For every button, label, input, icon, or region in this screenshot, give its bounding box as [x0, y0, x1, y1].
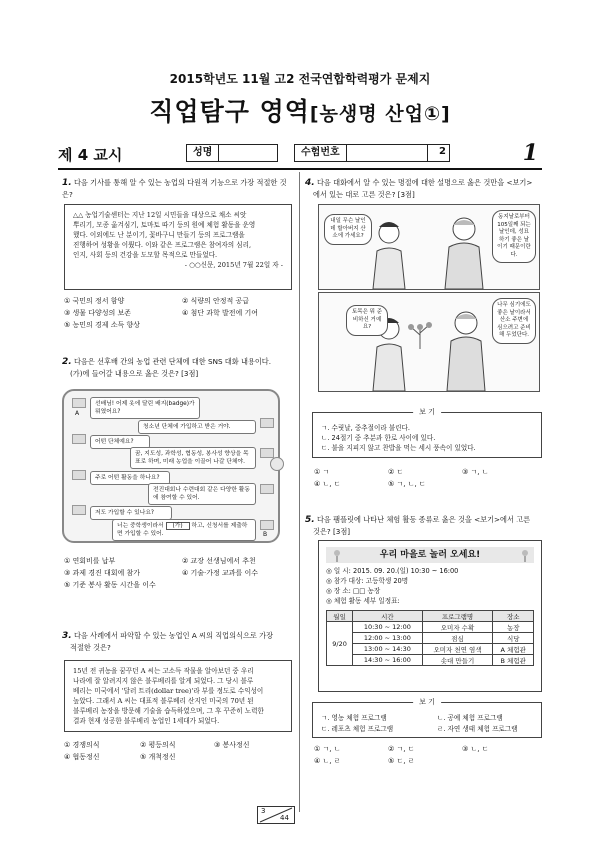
q1-line: △△ 농업기술센터는 지난 12일 시민들을 대상으로 채소 씨앗 — [73, 211, 247, 219]
chat-bubble-b3: 전진대회나 수련대회 같은 다양한 활동에 참여할 수 있어. — [148, 483, 256, 505]
header-row — [58, 142, 542, 164]
title-main: 직업탐구 영역 — [149, 97, 310, 126]
pamphlet-banner: 우리 마을로 놀러 오세요! — [326, 547, 534, 563]
speech-bubble-1a: 내일 무슨 날인데 할아버지 산소에 가세요? — [324, 214, 372, 245]
table-row — [327, 644, 534, 655]
q3-line: 나라에 잘 알려지지 않은 블루베리를 알게 되었다. 그 당시 블루 — [73, 677, 254, 685]
info-line: ◎ 참가 대상: 고등학생 20명 — [326, 577, 409, 585]
q1-option-4[interactable]: ④ 첨단 과학 발전에 기여 — [182, 309, 259, 317]
header-rule — [58, 168, 542, 170]
q5-bogi-title: 보 기 — [413, 697, 441, 707]
pamphlet-info — [326, 566, 458, 606]
exam-number-label: 수험번호 — [295, 145, 347, 161]
q4-option-4[interactable]: ④ ㄴ, ㄷ — [314, 480, 341, 488]
avatar-a — [72, 470, 86, 480]
q5-bogi-item: ㄹ. 자연 생태 체험 프로그램 — [437, 725, 518, 733]
q4-option-3[interactable]: ③ ㄱ, ㄴ — [462, 468, 489, 476]
q1-line: 진행하여 성황을 이뤘다. 이와 같은 프로그램은 참여자의 심리, — [73, 241, 252, 249]
q4-bogi-item: ㄴ. 24절기 중 추분과 한로 사이에 있다. — [321, 434, 436, 442]
cell-time: 10:30 ~ 12:00 — [353, 622, 422, 633]
chat-bubble-b4 — [112, 519, 256, 541]
q2-number: 2. — [62, 357, 72, 367]
period-label: 제 4 교시 — [58, 146, 123, 164]
chat-bubble-b2: 꿈, 지도성, 과학성, 협동성, 봉사성 향상을 목표로 하며, 미래 농업을 이끌어 나갈 단체야. — [130, 447, 256, 469]
q5-option-4[interactable]: ④ ㄴ, ㄹ — [314, 757, 341, 765]
q4-option-1[interactable]: ① ㄱ — [314, 468, 330, 476]
chat-bubble-a2: 어떤 단체예요? — [90, 435, 150, 449]
cell-program: 점심 — [422, 633, 493, 644]
q5-text-2: 것은? [3점] — [313, 527, 351, 536]
q2-option-2[interactable]: ② 교장 선생님에서 추천 — [182, 557, 256, 565]
q3-line: 15년 전 귀농을 꿈꾸던 A 씨는 고소득 작물을 알아보던 중 우리 — [73, 667, 254, 675]
q3-text-1: 다음 사례에서 파악할 수 있는 농업인 A 씨의 직업의식으로 가장 — [73, 631, 274, 640]
column-divider — [299, 172, 300, 812]
q2-stem — [62, 356, 298, 379]
exam-number-box[interactable] — [294, 144, 450, 162]
q5-bogi-item: ㄱ. 영농 체험 프로그램 — [321, 714, 387, 722]
q5-option-5[interactable]: ⑤ ㄷ, ㄹ — [388, 757, 415, 765]
q1-option-1[interactable]: ① 국민의 정서 함양 — [64, 297, 125, 305]
q5-bogi-row — [321, 724, 533, 735]
avatar-a — [72, 505, 86, 515]
cell-place: 농장 — [493, 622, 534, 633]
avatar-a-label: A — [75, 410, 80, 417]
exam-number-divider — [427, 145, 428, 161]
q2-option-5[interactable]: ⑤ 기준 봉사 활동 시간을 이수 — [64, 581, 156, 589]
q1-text: 다음 기사를 통해 알 수 있는 농업의 다원적 기능으로 가장 적절한 것은? — [62, 178, 287, 199]
q4-bogi-title: 보 기 — [413, 407, 441, 417]
q5-bogi-item: ㄴ. 공예 체험 프로그램 — [437, 714, 503, 722]
page-title — [0, 92, 600, 128]
q3-option-1[interactable]: ① 경쟁의식 — [64, 741, 100, 749]
exam-number-digit: 2 — [439, 146, 446, 157]
q5-bogi — [312, 698, 542, 738]
header-place: 장소 — [493, 611, 534, 622]
q3-option-2[interactable]: ② 평등의식 — [140, 741, 176, 749]
b4-post: 하고, 신청서를 제출하면 가입할 수 있어. — [117, 523, 248, 537]
q1-stem — [62, 177, 294, 200]
cell-time: 12:00 ~ 13:00 — [353, 633, 422, 644]
avatar-b — [260, 418, 274, 428]
speech-bubble-2b: 나무 심기에도 좋은 날이라서 산소 주변에 심으려고 준비해 두었단다. — [492, 298, 536, 344]
table-row — [327, 622, 534, 633]
q5-option-1[interactable]: ① ㄱ, ㄴ — [314, 745, 341, 753]
current-page: 3 — [261, 807, 266, 815]
q2-option-1[interactable]: ① 연회비를 납부 — [64, 557, 116, 565]
q5-number: 5. — [305, 515, 315, 525]
header-program: 프로그램명 — [422, 611, 493, 622]
q2-option-3[interactable]: ③ 과제 경진 대회에 참가 — [64, 569, 141, 577]
cell-time: 14:30 ~ 16:00 — [353, 655, 422, 666]
q3-line: 높았다. 그래서 A 씨는 대표적 블루베리 산지인 미국의 70년 된 — [73, 697, 254, 705]
q2-option-4[interactable]: ④ 기술·가정 교과를 이수 — [182, 569, 259, 577]
q5-option-3[interactable]: ③ ㄴ, ㄷ — [462, 745, 489, 753]
q3-number: 3. — [62, 631, 72, 641]
header-time: 시간 — [353, 611, 422, 622]
avatar-b-label: B — [263, 531, 268, 538]
cell-program: 오미자 천연 염색 — [422, 644, 493, 655]
header-date: 월일 — [327, 611, 353, 622]
info-line: ◎ 일 시: 2015. 09. 20.(일) 10:30 ~ 16:00 — [326, 567, 459, 575]
q1-option-3[interactable]: ③ 생물 다양성의 보존 — [64, 309, 132, 317]
grandfather-figure — [431, 305, 501, 391]
phone-home-button — [270, 457, 284, 471]
total-pages: 44 — [280, 814, 289, 822]
q5-bogi-item: ㄷ. 레포츠 체험 프로그램 — [321, 725, 394, 733]
q3-text-2: 적절한 것은? — [70, 643, 111, 652]
grandfather-figure — [429, 213, 499, 289]
q5-stem — [305, 514, 545, 537]
q4-bogi-item: ㄷ. 불을 지피지 않고 찬밥을 먹는 세시 풍속이 있었다. — [321, 444, 476, 452]
q4-bogi-item: ㄱ. 수릿날, 중추절이라 불린다. — [321, 424, 411, 432]
chat-bubble-a3: 주로 어떤 활동을 하나요? — [90, 471, 170, 485]
chat-bubble-b1: 청소년 단체에 가입하고 받은 거야. — [138, 420, 256, 434]
cell-date: 9/20 — [327, 622, 353, 666]
avatar-b — [260, 448, 274, 458]
q4-option-5[interactable]: ⑤ ㄱ, ㄴ, ㄷ — [388, 480, 426, 488]
q1-line: 했다. 이외에도 난 분이기, 꽃바구니 만들기 등의 프로그램을 — [73, 231, 245, 239]
q3-passage — [64, 660, 292, 732]
name-box[interactable] — [186, 144, 278, 162]
q3-option-4[interactable]: ④ 협동정신 — [64, 753, 100, 761]
table-header-row — [327, 611, 534, 622]
b4-pre: 너는 중학생이라서 — [117, 523, 164, 529]
q1-source: - ○○신문, 2015년 7월 22일 자 - — [184, 261, 283, 269]
name-label: 성명 — [187, 145, 219, 161]
chat-bubble-a1: 선배님! 어제 옷에 달린 배지(badge)가 뭐였어요? — [90, 397, 200, 419]
schedule-table — [326, 610, 534, 666]
title-sub: [농생명 산업①] — [309, 103, 451, 125]
q3-option-5[interactable]: ⑤ 개척정신 — [140, 753, 176, 761]
q3-line: 블루베리 농장을 방문해 기술을 습득하였으며, 그 후 꾸준히 노력한 — [73, 707, 264, 715]
avatar-a — [72, 398, 86, 408]
q3-option-3[interactable]: ③ 봉사정신 — [214, 741, 250, 749]
avatar-b — [260, 520, 274, 530]
exam-subtitle: 2015학년도 11월 고2 전국연합학력평가 문제지 — [169, 72, 431, 86]
q1-line: 뿌리기, 모종 옮겨심기, 토마토 따기 등의 원예 체험 활동을 운영 — [73, 221, 256, 229]
q4-text-1: 다음 대화에서 알 수 있는 명절에 대한 설명으로 옳은 것만을 <보기> — [316, 178, 533, 187]
q4-number: 4. — [305, 178, 315, 188]
page-indicator — [257, 806, 295, 824]
q5-bogi-row — [321, 713, 533, 724]
avatar-b — [260, 484, 274, 494]
info-line: ◎ 체험 활동 세부 일정표: — [326, 597, 400, 605]
q5-option-2[interactable]: ② ㄱ, ㄷ — [388, 745, 415, 753]
q4-bogi — [312, 408, 542, 458]
q5-text-1: 다음 팸플릿에 나타난 체험 활동 종류로 옳은 것을 <보기>에서 고른 — [316, 515, 531, 524]
cell-place: A 체험관 — [493, 644, 534, 655]
speech-bubble-2a: 토목은 뭐 준비하신 거예요? — [346, 305, 388, 336]
flower-icon — [330, 548, 344, 562]
cell-time: 13:00 ~ 14:30 — [353, 644, 422, 655]
q2-text-2: (가)에 들어갈 내용으로 옳은 것은? [3점] — [70, 369, 199, 378]
speech-bubble-1b: 동지날로부터 105일째 되는 날인데, 성묘하기 좋은 날이기 때문이란다. — [492, 210, 536, 263]
cell-place: 식당 — [493, 633, 534, 644]
cell-program: 오미자 수확 — [422, 622, 493, 633]
cell-program: 솟대 만들기 — [422, 655, 493, 666]
info-line: ◎ 장 소: □□ 농장 — [326, 587, 381, 595]
table-row — [327, 633, 534, 644]
flower-icon — [518, 548, 532, 562]
q1-option-5[interactable]: ⑤ 농민의 경제 소득 향상 — [64, 321, 141, 329]
chat-bubble-a4: 저도 가입할 수 있나요? — [90, 506, 172, 520]
q1-line: 인지, 사회 등의 건강을 도모할 목적으로 만들었다. — [73, 251, 218, 259]
q3-stem — [62, 630, 298, 653]
q4-option-2[interactable]: ② ㄷ — [388, 468, 404, 476]
cell-place: B 체험관 — [493, 655, 534, 666]
q2-text-1: 다음은 선후배 간의 농업 관련 단체에 대한 SNS 대화 내용이다. — [73, 357, 272, 366]
q4-text-2: 에서 있는 대로 고른 것은? [3점] — [313, 190, 415, 199]
q4-stem — [305, 177, 545, 200]
q3-line: 베리는 미국에서 '달러 트리(dollar tree)'라 부를 정도로 수익성이 — [73, 687, 264, 695]
q1-option-2[interactable]: ② 식량의 안정적 공급 — [182, 297, 250, 305]
q1-passage — [64, 204, 292, 290]
avatar-a — [72, 434, 86, 444]
q1-number: 1. — [62, 178, 72, 188]
table-row — [327, 655, 534, 666]
page-number: 1 — [522, 140, 538, 166]
blank-ga: (가) — [166, 522, 190, 530]
q3-line: 결과 현재 성공한 블루베리 농업인 1세대가 되었다. — [73, 717, 220, 725]
